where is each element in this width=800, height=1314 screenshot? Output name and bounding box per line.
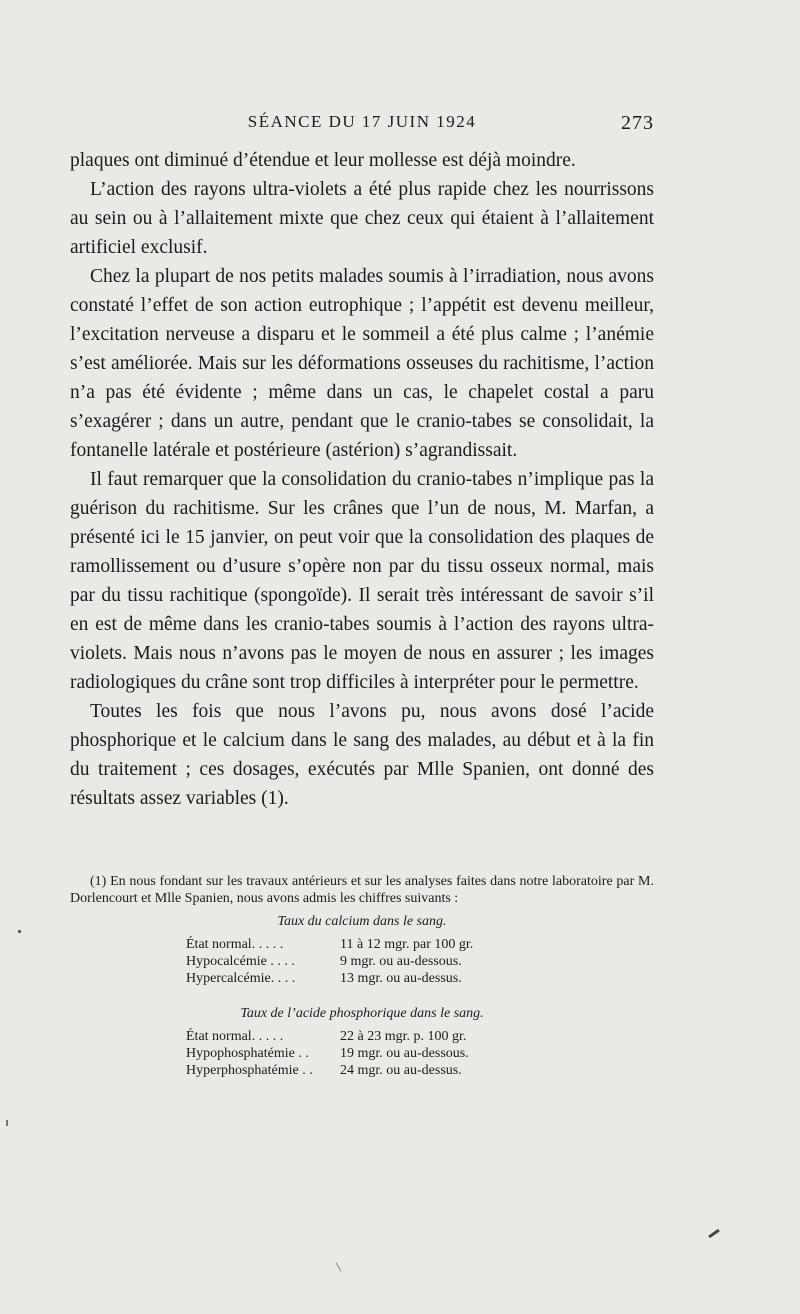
row-label: État normal. . . . . <box>186 937 284 952</box>
row-label: Hyperphosphatémie . . <box>186 1063 313 1078</box>
scan-speck <box>708 1229 720 1238</box>
body-text <box>70 146 654 813</box>
row-value: 19 mgr. ou au-dessous. <box>340 1046 469 1061</box>
calcium-table-title: Taux du calcium dans le sang. <box>277 914 447 929</box>
scan-speck <box>18 930 21 933</box>
scan-speck <box>336 1262 342 1271</box>
table-row <box>186 1045 654 1062</box>
row-value: 13 mgr. ou au-dessus. <box>340 971 462 986</box>
running-title: SÉANCE DU 17 JUIN 1924 <box>247 112 477 131</box>
scan-speck <box>6 1120 8 1126</box>
row-label: Hypercalcémie. . . . <box>186 971 296 986</box>
row-label: État normal. . . . . <box>186 1029 284 1044</box>
table-row <box>186 936 654 953</box>
paragraph-continuation: plaques ont diminué d’étendue et leur mollesse est déjà moindre. <box>70 150 576 171</box>
row-value: 9 mgr. ou au-dessous. <box>340 954 462 969</box>
row-value: 22 à 23 mgr. p. 100 gr. <box>340 1029 467 1044</box>
phosphoric-table-title: Taux de l’acide phosphorique dans le sang. <box>240 1006 484 1021</box>
paragraph: Chez la plupart de nos petits malades soumis à l’irradiation, nous avons constaté l’effet de son action eutrophique ; l’appétit est devenu meilleur, l’excitation nerveuse a disparu et le sommeil a été plus calme ; l’anémie s’est améliorée. Mais sur les déformations osseuses du rachitisme, l’action n’a pas été évidente ; même dans un cas, le chapelet costal a paru s’exagérer ; dans un autre, pendant que le cranio-tabes se consolidait, la fontanelle latérale et postérieure (astérion) s’agrandissait. <box>70 266 654 461</box>
footnote-intro: (1) En nous fondant sur les travaux antérieurs et sur les analyses faites dans notre laboratoire par M. Dorlencourt et Mlle Spanien, nous avons admis les chiffres suivants : <box>70 874 654 906</box>
table-row <box>186 970 654 987</box>
row-value: 24 mgr. ou au-dessus. <box>340 1063 462 1078</box>
footnote <box>70 873 654 1079</box>
table-row <box>186 1062 654 1079</box>
calcium-table <box>186 936 654 987</box>
paragraph: Il faut remarquer que la consolidation du cranio-tabes n’implique pas la guérison du rachitisme. Sur les crânes que l’un de nous, M. Marfan, a présenté ici le 15 janvier, on peut voir que la consolidation des plaques de ramollissement ou d’usure s’opère non par du tissu osseux normal, mais par du tissu rachitique (spongoïde). Il serait très intéressant de savoir s’il en est de même dans les cranio-tabes soumis à l’action des rayons ultra-violets. Mais nous n’avons pas le moyen de nous en assurer ; les images radiologiques du crâne sont trop difficiles à interpréter pour le permettre. <box>70 469 654 693</box>
row-label: Hypophosphatémie . . <box>186 1046 309 1061</box>
paragraph: Toutes les fois que nous l’avons pu, nous avons dosé l’acide phosphorique et le calcium dans le sang des malades, au début et à la fin du traitement ; ces dosages, exécutés par Mlle Spanien, ont donné des résultats assez variables (1). <box>70 701 654 809</box>
table-row <box>186 953 654 970</box>
row-label: Hypocalcémie . . . . <box>186 954 295 969</box>
page-number: 273 <box>621 112 654 134</box>
running-head <box>70 112 654 142</box>
table-row <box>186 1028 654 1045</box>
row-value: 11 à 12 mgr. par 100 gr. <box>340 937 474 952</box>
phosphoric-table <box>186 1028 654 1079</box>
paragraph: L’action des rayons ultra-violets a été plus rapide chez les nourrissons au sein ou à l’allaitement mixte que chez ceux qui étaient à l’allaitement artificiel exclusif. <box>70 179 654 258</box>
